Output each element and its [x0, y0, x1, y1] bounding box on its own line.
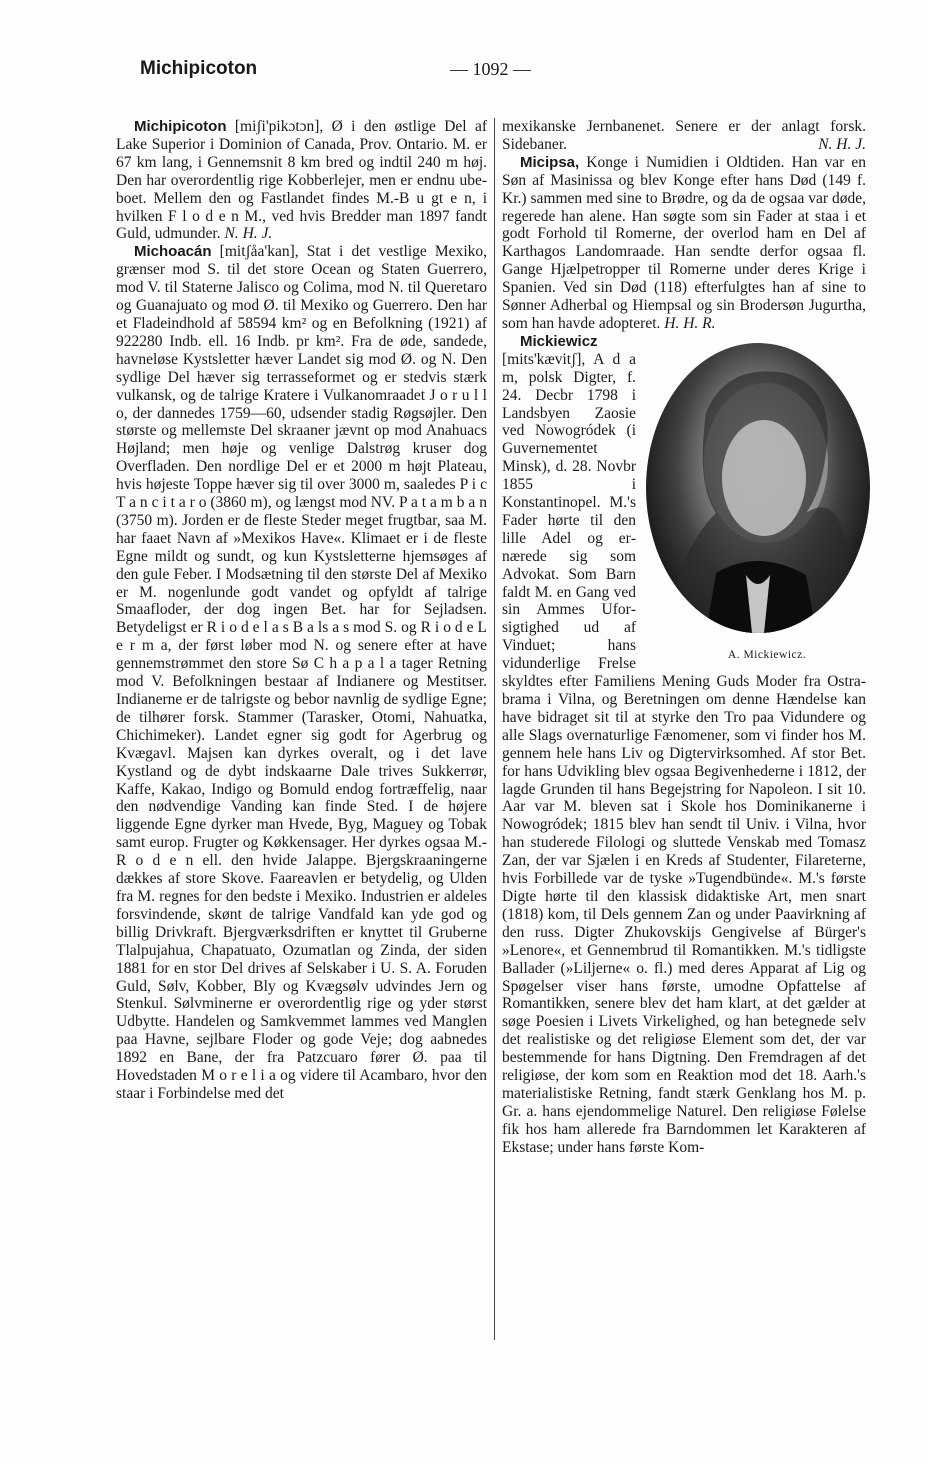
- entry-body: Konge i Numidien i Oldtiden. Han var en Søn af Masinissa og blev Konge efter hans Død (149 f. Kr.) sammen med sine to Brødre, og da de ogsaa var døde, regerede han alene. Han søgte som sin Fader at staa i et godt Forhold til Romerne, der overlod ham en Del af Karthagos Landomraade. Han sendte derfor ogsaa fl. Gange Hjælpetropper til Romerne under deres Krige i Spanien. Ved sin Død (118) efterfulgtes han af sine to Sønner Adherbal og Hiempsal og sin Brodersøn Jugurtha, som han havde adopteret.: [502, 153, 866, 332]
- entry-mickiewicz: [502, 333, 866, 1157]
- entry-body: mexikanske Jernbanenet. Senere er der anlagt forsk. Sidebaner.: [502, 118, 866, 153]
- entry-michipicoton: [116, 118, 487, 243]
- page-number: — 1092 —: [450, 59, 531, 79]
- entry-micipsa: [502, 154, 866, 333]
- portrait-figure: [642, 335, 874, 665]
- entry-michoacan: [116, 243, 487, 1103]
- entry-body: [mits'kævitʃ], A d a m, polsk Digter, f. 24. Decbr 1798 i Landsbyen Zaosie ved Nowogródek (i Guvernementet Minsk), d. 28. Novbr 1855 i Konstantinopel. M.'s Fader hørte til den lille Adel og ernærede sig som Advokat. Som Barn faldt M. en Gang ved sin Ammes Uforsigtighed ud af Vinduet; hans vidunderlige Frelse skyldtes efter Familiens Mening Guds Moder fra Ostrabrama i Vilna, og Beretningen om denne Hændelse kan have bidraget sit til at styrke den Tro paa Vidundere og alle Slags overnaturlige Fænomener, som vi finder hos M. gennem hele hans Liv og Digtervirksomhed. Af stor Bet. for hans Udvikling blev ogsaa Begivenhederne i 1812, der lagde Grunden til hans Begejstring for Napoleon. I sit 10. Aar var M. bleven sat i Skole hos Dominikanerne i Nowogródek; 1815 blev han sendt til Univ. i Vilna, hvor han studerede Filologi og sluttede Venskab med Tomasz Zan, der var Sjælen i en Kreds af Studenter, Filareterne, hvis Forbillede var de tyske »Tugendbünde«. M.'s første Digte hørte til den klassisk didaktiske Art, men snart (1818) kom, til Dels gennem Zan og under Paavirkning af den russ. Digter Zhukovskijs Gengivelse af Bürger's »Lenore«, et Gennembrud til Romantikken. M.'s tidligste Ballader (»Liljerne« o. fl.) med deres Apparat af Lig og Spøgelser viser hans første, umodne Opfattelse af Romantikken, senere blev det ham klart, at det gælder at søge Poesien i Livets Virkelighed, og han betegnede selv det realistiske og det religiøse Element som det, der var bestemmende for hans Digtning. Den Fremdragen af det religiøse, der kom som en Reaktion mod det 18. Aarh.'s materialistiske Retning, fandt stærk Genklang hos M. p. Gr. a. hans ejendommelige Naturel. Den religiøse Følelse fik hos ham allerede fra Barndommen let Karakteren af Ekstase; under hans første Kom-: [502, 350, 866, 1156]
- portrait-image: [646, 343, 870, 633]
- entry-title: Michoacán: [134, 243, 212, 261]
- running-head-word: Michipicoton: [140, 58, 258, 79]
- author-initials: N. H. J.: [224, 225, 273, 243]
- author-initials: N. H. J.: [818, 135, 866, 153]
- entry-body: [mitʃåa'kan], Stat i det vestlige Mexiko, grænser mod S. til det store Ocean og Staten Guerrero, mod V. til Staterne Jalisco og Colima, mod N. til Queretaro og Guanajuato og mod Ø. til Mexiko og Guerrero. Den har et Fladeindhold af 58594 km² og en Befolkning (1921) af 922280 Indb. ell. 16 Indb. pr km². Fra de øde, sandede, havneløse Kystsletter hæver Landet sig mod Ø. og N. Den sydlige Del hæver sig terrasseformet og er stedvis stærk vulkansk, og de talrige Kratere i Vulkanomraadet J o r u l l o, der dannedes 1759—60, udsender stadig Røgsøjler. Den største og mellemste Del skraaner jævnt op mod Anahuacs Højland; men høje og venlige Dalstrøg kruser dog Overfladen. Den nordlige Del er et 2000 m højt Plateau, hvis højeste Toppe hæver sig til over 3000 m, saaledes P i c T a n c i t a r o (3860 m), og længst mod NV. P a t a m b a n (3750 m). Jorden er de fleste Steder meget frugtbar, saa M. har faaet Navn af »Mexikos Have«. Klimaet er i de fleste Egne mildt og sundt, og kun Kystsletterne hjemsøges af den gule Feber. I Modsætning til den største Del af Mexiko er M. nogenlunde godt vandet og opfyldt af talrige Smaafloder, der dog ingen Bet. har for Sejladsen. Betydeligst er R i o d e l a s B a ls a s mod S. og R i o d e L e r m a, der først løber mod N. og senere efter at have gennemstrømmet den store Sø C h a p a l a tager Retning mod V. Befolkningen bestaar af Indianere og Mestitser. Indianerne er de talrigste og bebor navnlig de sydlige Egne; de tilhører forsk. Stammer (Tarasker, Otomi, Nahuatka, Chichimeker). Landet egner sig godt for Agerbrug og Kvægavl. Majsen kan dyrkes overalt, og i det lave Kystland og de dybt indskaarne Dale trives Sukkerrør, Kaffe, Kakao, Indigo og Bomuld endog fortræffelig, naar den nødvendige Vanding kan finde Sted. I de højere liggende Egne dyrker man Hvede, Byg, Maguey og Tobak samt europ. Frugter og Køkkensager. Her dyrkes ogsaa M.-R o d e n ell. den hvide Jalappe. Bjergskraaningerne dækkes af store Skove. Faareavlen er betydelig, og Ulden fra M. regnes for den bedste i Mexiko. Industrien er aldeles forsvindende, skønt de talrige Vandfald kan yde god og billig Drivkraft. Bjergværksdriften er knyttet til Gruberne Tlalpujahua, Chapatuato, Ozumatlan og Zinda, der siden 1881 for en stor Del drives af Selskaber i U. S. A. Foruden Guld, Sølv, Kobber, Bly og Kvægsølv udvindes Jern og Stenkul. Sølvminerne er overordentlig rige og yder størst Udbytte. Handelen og Samkvemmet lammes ved Manglen paa Havne, sejlbare Floder og gode Veje; dog aabnedes 1892 en Bane, der fra Patzcuaro fører Ø. paa til Hovedstaden M o r e l i a og videre til Acambaro, hvor den staar i Forbindelse med det: [116, 243, 487, 1102]
- entry-body: [miʃi'pikɔtɔn], Ø i den østlige Del af Lake Superior i Dominion of Canada, Prov. Ontario. M. er 67 km lang, i Gennemsnit 8 km bred og indtil 240 m høj. Den har overordentlig rige Kobberlejer, men er endnu ubeboet. Mellem den og Fastlandet findes M.-B u gt e n, i hvilken F l o d e n M., ved hvis Bredder man 1897 fandt Guld, udmunder.: [116, 118, 487, 243]
- entry-michoacan-continued: [502, 118, 866, 154]
- author-initials: H. H. R.: [664, 314, 716, 332]
- entry-title: Michipicoton: [134, 118, 227, 135]
- portrait-caption: A. Mickiewicz.: [727, 648, 807, 661]
- entry-title: Micipsa,: [520, 153, 580, 171]
- column-divider: [494, 118, 495, 1340]
- left-column: [116, 118, 487, 1103]
- right-column: [502, 118, 866, 1157]
- entry-title: Mickiewicz: [520, 332, 598, 350]
